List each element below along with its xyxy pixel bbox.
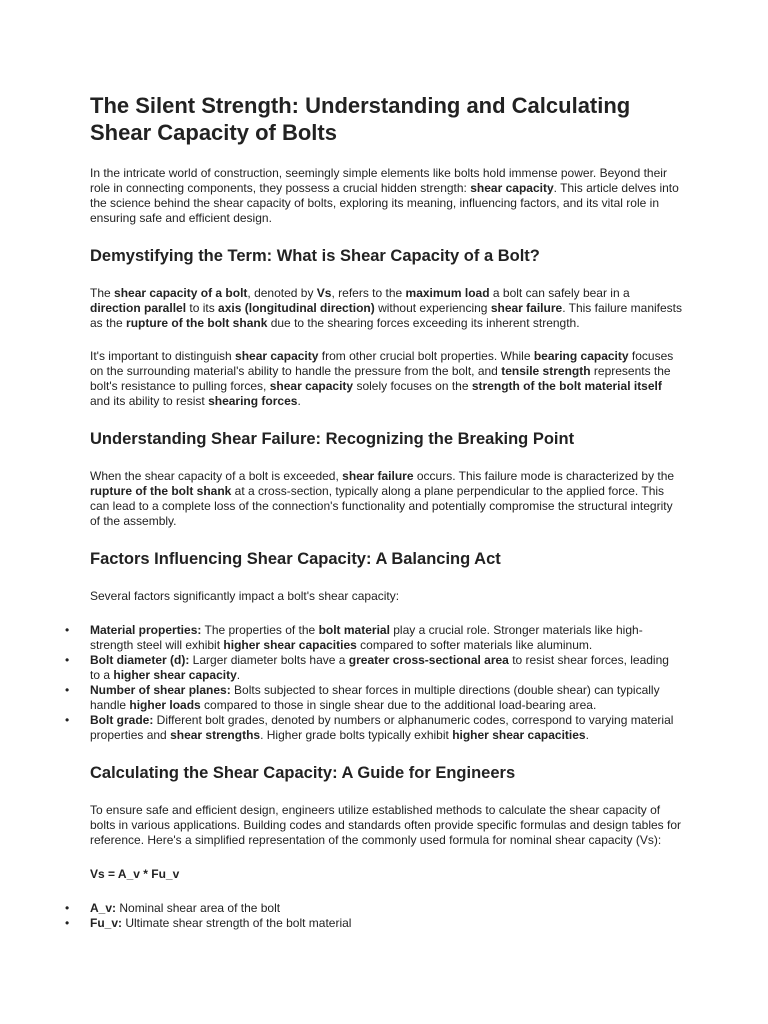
list-item-text: A_v: Nominal shear area of the bolt bbox=[90, 901, 281, 915]
section-heading-shear-failure: Understanding Shear Failure: Recognizing the Breaking Point bbox=[90, 430, 575, 448]
list-item-text: Number of shear planes: Bolts subjected to shear forces in multiple directions (double shear) can typically handle higher loads compared to those in single shear due to the additional load-bearing area. bbox=[90, 683, 660, 712]
list-item-text: Material properties: The properties of the bolt material play a crucial role. Stronger materials like high-strength steel will exhibit higher shear capacities compared to softer materials like aluminum. bbox=[90, 623, 643, 652]
list-item-shear-planes bbox=[65, 683, 682, 713]
list-item-bolt-grade bbox=[65, 713, 682, 743]
bullet-icon: • bbox=[65, 901, 70, 915]
formula-variables-list bbox=[65, 901, 682, 931]
bullet-icon: • bbox=[65, 683, 70, 697]
factors-list bbox=[65, 623, 682, 743]
list-item-a-v bbox=[65, 901, 682, 916]
list-item-fu-v bbox=[65, 916, 682, 931]
list-item-text: Fu_v: Ultimate shear strength of the bolt material bbox=[90, 916, 352, 930]
shear-failure-paragraph: When the shear capacity of a bolt is exceeded, shear failure occurs. This failure mode is characterized by the rupture of the bolt shank at a cross-section, typically along a plane perpendicular to the applied force. This can lead to a complete loss of the connection's functionality and potentially compromise the structural integrity of the assembly. bbox=[90, 469, 675, 528]
list-item-material-properties bbox=[65, 623, 682, 653]
bullet-icon: • bbox=[65, 623, 70, 637]
article-title: The Silent Strength: Understanding and Calculating Shear Capacity of Bolts bbox=[90, 93, 631, 145]
article bbox=[65, 92, 683, 931]
bullet-icon: • bbox=[65, 916, 70, 930]
section-heading-factors: Factors Influencing Shear Capacity: A Balancing Act bbox=[90, 550, 501, 568]
list-item-text: Bolt diameter (d): Larger diameter bolts have a greater cross-sectional area to resist shear forces, leading to a higher shear capacity. bbox=[90, 653, 669, 682]
intro-paragraph: In the intricate world of construction, seemingly simple elements like bolts hold immense power. Beyond their role in connecting components, they possess a crucial hidden strength: shear capacity. This article delves into the science behind the shear capacity of bolts, exploring its meaning, influencing factors, and its vital role in ensuring safe and efficient design. bbox=[90, 166, 679, 225]
definition-paragraph-1: The shear capacity of a bolt, denoted by Vs, refers to the maximum load a bolt can safely bear in a direction parallel to its axis (longitudinal direction) without experiencing shear failure. This failure manifests as the rupture of the bolt shank due to the shearing forces exceeding its inherent strength. bbox=[90, 286, 683, 330]
factors-intro-paragraph: Several factors significantly impact a bolt's shear capacity: bbox=[90, 589, 400, 603]
list-item-text: Bolt grade: Different bolt grades, denoted by numbers or alphanumeric codes, correspond to varying material properties and shear strengths. Higher grade bolts typically exhibit higher shear capacities. bbox=[90, 713, 674, 742]
definition-paragraph-2: It's important to distinguish shear capacity from other crucial bolt properties. While bearing capacity focuses on the surrounding material's ability to handle the pressure from the bolt, and tensile strength represents the bolt's resistance to pulling forces, shear capacity solely focuses on the strength of the bolt material itself and its ability to resist shearing forces. bbox=[90, 349, 674, 408]
section-heading-calculation: Calculating the Shear Capacity: A Guide for Engineers bbox=[90, 764, 516, 782]
formula-text: Vs = A_v * Fu_v bbox=[90, 867, 180, 881]
calculation-paragraph: To ensure safe and efficient design, engineers utilize established methods to calculate the shear capacity of bolts in various applications. Building codes and standards often provide specific formulas and design tables for reference. Here's a simplified representation of the commonly used formula for nominal shear capacity (Vs): bbox=[90, 803, 682, 847]
bullet-icon: • bbox=[65, 713, 70, 727]
bullet-icon: • bbox=[65, 653, 70, 667]
section-heading-definition: Demystifying the Term: What is Shear Capacity of a Bolt? bbox=[90, 247, 540, 265]
list-item-bolt-diameter bbox=[65, 653, 682, 683]
formula bbox=[90, 867, 682, 882]
